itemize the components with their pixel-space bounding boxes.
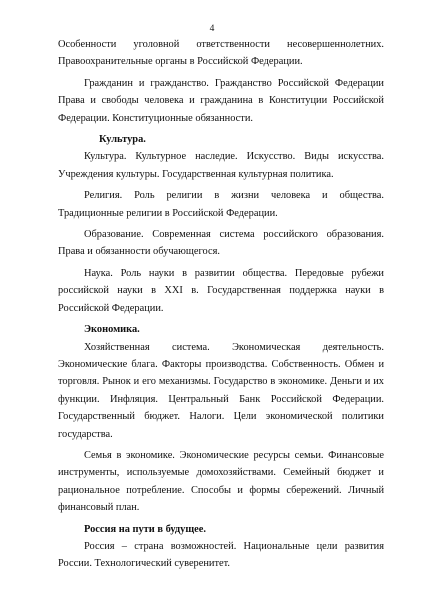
paragraph-russia-opportunities: Россия – страна возможностей. Национальные цели развития России. Технологический суверенитет. [58, 540, 384, 570]
paragraph-science: Наука. Роль науки в развитии общества. Передовые рубежи российской науки в XXI в. Государственная поддержка науки в Российской Федерации. [58, 267, 384, 314]
section-heading-culture: Культура. [99, 134, 146, 146]
paragraph-culture: Культура. Культурное наследие. Искусство. Виды искусства. Учреждения культуры. Государственная культурная политика. [58, 151, 384, 180]
paragraph-juvenile-responsibility: Особенности уголовной ответственности несовершеннолетних. Правоохранительные органы в Российской Федерации. [58, 39, 384, 68]
section-heading-russia-future: Россия на пути в будущее. [84, 523, 206, 535]
paragraph-citizenship: Гражданин и гражданство. Гражданство Российской Федерации Права и свободы человека и гражданина в Конституции Российской Федерации. Конституционные обязанности. [58, 77, 384, 124]
section-heading-economy: Экономика. [84, 324, 140, 336]
paragraph-education: Образование. Современная система российского образования. Права и обязанности обучающегося. [58, 229, 384, 258]
paragraph-religion: Религия. Роль религии в жизни человека и общества. Традиционные религии в Российской Федерации. [58, 190, 384, 219]
page-content [58, 36, 384, 573]
paragraph-family-economy: Семья в экономике. Экономические ресурсы семьи. Финансовые инструменты, используемые домохозяйствами. Семейный бюджет и рациональное потребление. Способы и формы сбережений. Личный финансовый план. [58, 449, 384, 514]
paragraph-economic-system: Хозяйственная система. Экономическая деятельность. Экономические блага. Факторы производства. Собственность. Обмен и торговля. Рынок и его механизмы. Государство в экономике. Деньги и их функции. Инфляция. Центральный Банк Российской Федерации. Государственный бюджет. Налоги. Цели экономической политики государства. [58, 341, 384, 440]
page-number: 4 [209, 24, 215, 34]
